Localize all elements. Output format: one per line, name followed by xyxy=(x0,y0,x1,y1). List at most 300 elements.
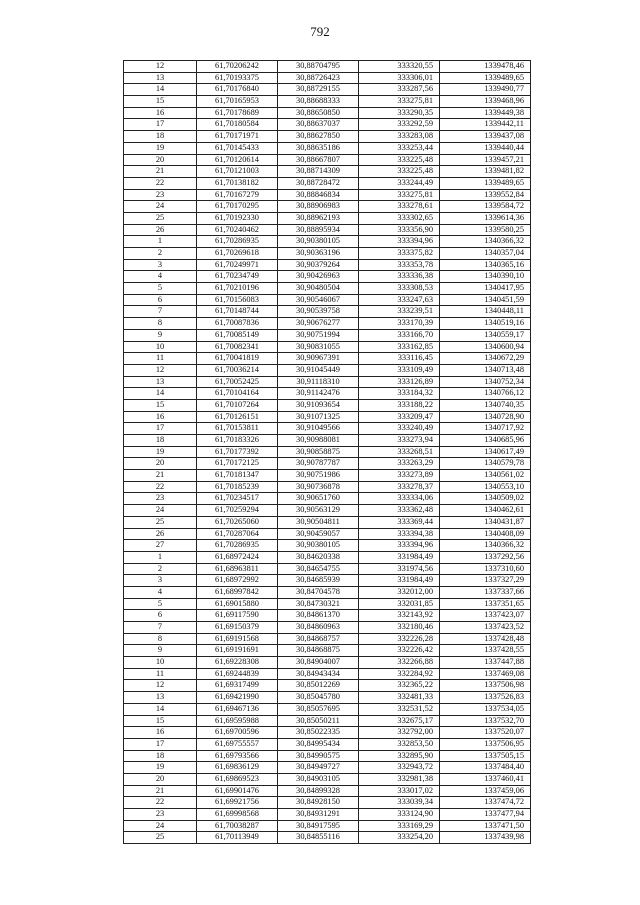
y-coordinate-cell: 1340672,29 xyxy=(440,353,531,365)
y-coordinate-cell: 1337520,07 xyxy=(440,727,531,739)
latitude-cell: 61,69191568 xyxy=(197,633,278,645)
coordinates-table-body xyxy=(124,61,531,844)
longitude-cell: 30,84868875 xyxy=(278,645,359,657)
y-coordinate-cell: 1340713,48 xyxy=(440,364,531,376)
table-row xyxy=(124,423,531,435)
x-coordinate-cell: 333275,81 xyxy=(359,189,440,201)
longitude-cell: 30,88704795 xyxy=(278,61,359,73)
table-row xyxy=(124,271,531,283)
latitude-cell: 61,70165953 xyxy=(197,96,278,108)
y-coordinate-cell: 1339490,77 xyxy=(440,84,531,96)
table-row xyxy=(124,399,531,411)
table-row xyxy=(124,575,531,587)
x-coordinate-cell: 333247,63 xyxy=(359,294,440,306)
table-row xyxy=(124,797,531,809)
y-coordinate-cell: 1339457,21 xyxy=(440,154,531,166)
y-coordinate-cell: 1337505,15 xyxy=(440,750,531,762)
table-row xyxy=(124,458,531,470)
latitude-cell: 61,70234517 xyxy=(197,493,278,505)
longitude-cell: 30,90480504 xyxy=(278,283,359,295)
y-coordinate-cell: 1340451,59 xyxy=(440,294,531,306)
point-number-cell: 17 xyxy=(124,423,197,435)
x-coordinate-cell: 333287,56 xyxy=(359,84,440,96)
y-coordinate-cell: 1337534,05 xyxy=(440,703,531,715)
x-coordinate-cell: 331974,56 xyxy=(359,563,440,575)
point-number-cell: 19 xyxy=(124,762,197,774)
x-coordinate-cell: 333273,94 xyxy=(359,435,440,447)
point-number-cell: 14 xyxy=(124,84,197,96)
y-coordinate-cell: 1340417,95 xyxy=(440,283,531,295)
table-row xyxy=(124,341,531,353)
latitude-cell: 61,69117590 xyxy=(197,610,278,622)
latitude-cell: 61,70138182 xyxy=(197,177,278,189)
longitude-cell: 30,90426963 xyxy=(278,271,359,283)
table-row xyxy=(124,142,531,154)
longitude-cell: 30,91045449 xyxy=(278,364,359,376)
latitude-cell: 61,68963811 xyxy=(197,563,278,575)
y-coordinate-cell: 1337423,52 xyxy=(440,622,531,634)
table-row xyxy=(124,411,531,423)
longitude-cell: 30,84943434 xyxy=(278,668,359,680)
x-coordinate-cell: 333306,01 xyxy=(359,72,440,84)
latitude-cell: 61,70185239 xyxy=(197,481,278,493)
table-row xyxy=(124,446,531,458)
x-coordinate-cell: 333209,47 xyxy=(359,411,440,423)
point-number-cell: 16 xyxy=(124,411,197,423)
table-row xyxy=(124,657,531,669)
y-coordinate-cell: 1340462,61 xyxy=(440,505,531,517)
longitude-cell: 30,90751994 xyxy=(278,329,359,341)
y-coordinate-cell: 1339584,72 xyxy=(440,201,531,213)
table-row xyxy=(124,598,531,610)
y-coordinate-cell: 1337506,95 xyxy=(440,738,531,750)
longitude-cell: 30,90563129 xyxy=(278,505,359,517)
y-coordinate-cell: 1337310,60 xyxy=(440,563,531,575)
x-coordinate-cell: 333334,06 xyxy=(359,493,440,505)
x-coordinate-cell: 333308,53 xyxy=(359,283,440,295)
y-coordinate-cell: 1337292,56 xyxy=(440,551,531,563)
latitude-cell: 61,70210196 xyxy=(197,283,278,295)
point-number-cell: 23 xyxy=(124,189,197,201)
latitude-cell: 61,70249971 xyxy=(197,259,278,271)
longitude-cell: 30,85057695 xyxy=(278,703,359,715)
point-number-cell: 20 xyxy=(124,154,197,166)
latitude-cell: 61,70181347 xyxy=(197,470,278,482)
table-row xyxy=(124,785,531,797)
point-number-cell: 21 xyxy=(124,470,197,482)
y-coordinate-cell: 1340365,16 xyxy=(440,259,531,271)
point-number-cell: 8 xyxy=(124,318,197,330)
latitude-cell: 61,69421990 xyxy=(197,692,278,704)
table-row xyxy=(124,680,531,692)
table-row xyxy=(124,329,531,341)
longitude-cell: 30,84928150 xyxy=(278,797,359,809)
y-coordinate-cell: 1337459,06 xyxy=(440,785,531,797)
x-coordinate-cell: 333362,48 xyxy=(359,505,440,517)
y-coordinate-cell: 1340717,92 xyxy=(440,423,531,435)
point-number-cell: 3 xyxy=(124,259,197,271)
x-coordinate-cell: 333356,90 xyxy=(359,224,440,236)
point-number-cell: 18 xyxy=(124,435,197,447)
longitude-cell: 30,88688333 xyxy=(278,96,359,108)
table-row xyxy=(124,259,531,271)
table-row xyxy=(124,201,531,213)
latitude-cell: 61,70286935 xyxy=(197,236,278,248)
latitude-cell: 61,70148744 xyxy=(197,306,278,318)
longitude-cell: 30,88728472 xyxy=(278,177,359,189)
x-coordinate-cell: 333170,39 xyxy=(359,318,440,330)
point-number-cell: 1 xyxy=(124,551,197,563)
x-coordinate-cell: 333353,78 xyxy=(359,259,440,271)
longitude-cell: 30,90858875 xyxy=(278,446,359,458)
x-coordinate-cell: 333254,20 xyxy=(359,832,440,844)
point-number-cell: 13 xyxy=(124,376,197,388)
latitude-cell: 61,68972424 xyxy=(197,551,278,563)
x-coordinate-cell: 333239,51 xyxy=(359,306,440,318)
x-coordinate-cell: 333290,35 xyxy=(359,107,440,119)
y-coordinate-cell: 1337532,70 xyxy=(440,715,531,727)
y-coordinate-cell: 1337484,40 xyxy=(440,762,531,774)
longitude-cell: 30,88962193 xyxy=(278,212,359,224)
point-number-cell: 25 xyxy=(124,212,197,224)
point-number-cell: 19 xyxy=(124,446,197,458)
point-number-cell: 6 xyxy=(124,610,197,622)
y-coordinate-cell: 1340366,32 xyxy=(440,540,531,552)
longitude-cell: 30,88906983 xyxy=(278,201,359,213)
x-coordinate-cell: 333184,32 xyxy=(359,388,440,400)
table-row xyxy=(124,72,531,84)
longitude-cell: 30,90967391 xyxy=(278,353,359,365)
point-number-cell: 7 xyxy=(124,622,197,634)
table-row xyxy=(124,364,531,376)
table-row xyxy=(124,528,531,540)
point-number-cell: 21 xyxy=(124,785,197,797)
table-row xyxy=(124,212,531,224)
latitude-cell: 61,69228308 xyxy=(197,657,278,669)
x-coordinate-cell: 333394,38 xyxy=(359,528,440,540)
table-row xyxy=(124,177,531,189)
point-number-cell: 18 xyxy=(124,131,197,143)
y-coordinate-cell: 1340408,09 xyxy=(440,528,531,540)
longitude-cell: 30,90459057 xyxy=(278,528,359,540)
longitude-cell: 30,84704578 xyxy=(278,586,359,598)
point-number-cell: 23 xyxy=(124,809,197,821)
point-number-cell: 15 xyxy=(124,399,197,411)
y-coordinate-cell: 1339442,11 xyxy=(440,119,531,131)
x-coordinate-cell: 332895,90 xyxy=(359,750,440,762)
latitude-cell: 61,70234749 xyxy=(197,271,278,283)
table-row xyxy=(124,820,531,832)
point-number-cell: 12 xyxy=(124,680,197,692)
y-coordinate-cell: 1340448,11 xyxy=(440,306,531,318)
x-coordinate-cell: 332365,22 xyxy=(359,680,440,692)
point-number-cell: 22 xyxy=(124,177,197,189)
latitude-cell: 61,70145433 xyxy=(197,142,278,154)
point-number-cell: 4 xyxy=(124,271,197,283)
longitude-cell: 30,85022335 xyxy=(278,727,359,739)
longitude-cell: 30,90539758 xyxy=(278,306,359,318)
point-number-cell: 16 xyxy=(124,727,197,739)
point-number-cell: 11 xyxy=(124,353,197,365)
table-row xyxy=(124,762,531,774)
table-row xyxy=(124,750,531,762)
table-row xyxy=(124,516,531,528)
point-number-cell: 24 xyxy=(124,820,197,832)
latitude-cell: 61,69700596 xyxy=(197,727,278,739)
point-number-cell: 27 xyxy=(124,540,197,552)
x-coordinate-cell: 332981,38 xyxy=(359,773,440,785)
table-row xyxy=(124,248,531,260)
latitude-cell: 61,70126151 xyxy=(197,411,278,423)
x-coordinate-cell: 332943,72 xyxy=(359,762,440,774)
y-coordinate-cell: 1337327,29 xyxy=(440,575,531,587)
latitude-cell: 61,68972992 xyxy=(197,575,278,587)
x-coordinate-cell: 333109,49 xyxy=(359,364,440,376)
x-coordinate-cell: 332031,85 xyxy=(359,598,440,610)
table-row xyxy=(124,294,531,306)
page-number: 792 xyxy=(310,24,330,39)
x-coordinate-cell: 332792,00 xyxy=(359,727,440,739)
y-coordinate-cell: 1339489,65 xyxy=(440,177,531,189)
point-number-cell: 22 xyxy=(124,797,197,809)
y-coordinate-cell: 1339481,82 xyxy=(440,166,531,178)
longitude-cell: 30,84685939 xyxy=(278,575,359,587)
table-row xyxy=(124,832,531,844)
y-coordinate-cell: 1340390,10 xyxy=(440,271,531,283)
point-number-cell: 11 xyxy=(124,668,197,680)
longitude-cell: 30,88846834 xyxy=(278,189,359,201)
point-number-cell: 16 xyxy=(124,107,197,119)
latitude-cell: 61,70172125 xyxy=(197,458,278,470)
x-coordinate-cell: 331984,49 xyxy=(359,551,440,563)
table-row xyxy=(124,236,531,248)
latitude-cell: 61,70178689 xyxy=(197,107,278,119)
table-row xyxy=(124,435,531,447)
table-row xyxy=(124,692,531,704)
longitude-cell: 30,90504811 xyxy=(278,516,359,528)
table-row xyxy=(124,224,531,236)
x-coordinate-cell: 331984,49 xyxy=(359,575,440,587)
longitude-cell: 30,91093654 xyxy=(278,399,359,411)
x-coordinate-cell: 332284,92 xyxy=(359,668,440,680)
point-number-cell: 5 xyxy=(124,283,197,295)
x-coordinate-cell: 332180,46 xyxy=(359,622,440,634)
point-number-cell: 4 xyxy=(124,586,197,598)
latitude-cell: 61,69793566 xyxy=(197,750,278,762)
x-coordinate-cell: 333225,48 xyxy=(359,166,440,178)
x-coordinate-cell: 333302,65 xyxy=(359,212,440,224)
table-row xyxy=(124,586,531,598)
point-number-cell: 9 xyxy=(124,645,197,657)
longitude-cell: 30,88667807 xyxy=(278,154,359,166)
longitude-cell: 30,88650850 xyxy=(278,107,359,119)
table-row xyxy=(124,540,531,552)
longitude-cell: 30,90380105 xyxy=(278,236,359,248)
latitude-cell: 61,70156083 xyxy=(197,294,278,306)
longitude-cell: 30,84931291 xyxy=(278,809,359,821)
longitude-cell: 30,88637037 xyxy=(278,119,359,131)
latitude-cell: 61,69869523 xyxy=(197,773,278,785)
latitude-cell: 61,69317499 xyxy=(197,680,278,692)
y-coordinate-cell: 1340553,10 xyxy=(440,481,531,493)
latitude-cell: 61,70170295 xyxy=(197,201,278,213)
table-row xyxy=(124,505,531,517)
x-coordinate-cell: 333244,49 xyxy=(359,177,440,189)
latitude-cell: 61,70259294 xyxy=(197,505,278,517)
y-coordinate-cell: 1337477,94 xyxy=(440,809,531,821)
y-coordinate-cell: 1340600,94 xyxy=(440,341,531,353)
table-row xyxy=(124,633,531,645)
y-coordinate-cell: 1339489,65 xyxy=(440,72,531,84)
table-row xyxy=(124,166,531,178)
point-number-cell: 21 xyxy=(124,166,197,178)
point-number-cell: 20 xyxy=(124,458,197,470)
y-coordinate-cell: 1340579,78 xyxy=(440,458,531,470)
y-coordinate-cell: 1340685,96 xyxy=(440,435,531,447)
y-coordinate-cell: 1340740,35 xyxy=(440,399,531,411)
latitude-cell: 61,69901476 xyxy=(197,785,278,797)
x-coordinate-cell: 332143,92 xyxy=(359,610,440,622)
latitude-cell: 61,70183326 xyxy=(197,435,278,447)
y-coordinate-cell: 1340519,16 xyxy=(440,318,531,330)
latitude-cell: 61,70171971 xyxy=(197,131,278,143)
longitude-cell: 30,90988081 xyxy=(278,435,359,447)
longitude-cell: 30,84861370 xyxy=(278,610,359,622)
y-coordinate-cell: 1337423,07 xyxy=(440,610,531,622)
longitude-cell: 30,90379264 xyxy=(278,259,359,271)
longitude-cell: 30,88627850 xyxy=(278,131,359,143)
x-coordinate-cell: 333188,22 xyxy=(359,399,440,411)
y-coordinate-cell: 1337428,55 xyxy=(440,645,531,657)
x-coordinate-cell: 333039,34 xyxy=(359,797,440,809)
point-number-cell: 8 xyxy=(124,633,197,645)
table-row xyxy=(124,353,531,365)
longitude-cell: 30,85045780 xyxy=(278,692,359,704)
latitude-cell: 61,70082341 xyxy=(197,341,278,353)
table-row xyxy=(124,131,531,143)
y-coordinate-cell: 1340617,49 xyxy=(440,446,531,458)
x-coordinate-cell: 332531,52 xyxy=(359,703,440,715)
point-number-cell: 18 xyxy=(124,750,197,762)
latitude-cell: 61,70265060 xyxy=(197,516,278,528)
longitude-cell: 30,90546067 xyxy=(278,294,359,306)
y-coordinate-cell: 1339449,38 xyxy=(440,107,531,119)
coordinates-table xyxy=(123,60,531,844)
table-row xyxy=(124,107,531,119)
latitude-cell: 61,69921756 xyxy=(197,797,278,809)
table-row xyxy=(124,470,531,482)
x-coordinate-cell: 332675,17 xyxy=(359,715,440,727)
latitude-cell: 61,70052425 xyxy=(197,376,278,388)
longitude-cell: 30,91071325 xyxy=(278,411,359,423)
latitude-cell: 61,70036214 xyxy=(197,364,278,376)
point-number-cell: 9 xyxy=(124,329,197,341)
longitude-cell: 30,88729155 xyxy=(278,84,359,96)
table-row xyxy=(124,376,531,388)
latitude-cell: 61,69595988 xyxy=(197,715,278,727)
point-number-cell: 1 xyxy=(124,236,197,248)
x-coordinate-cell: 333336,38 xyxy=(359,271,440,283)
y-coordinate-cell: 1339478,46 xyxy=(440,61,531,73)
y-coordinate-cell: 1337469,08 xyxy=(440,668,531,680)
point-number-cell: 17 xyxy=(124,119,197,131)
longitude-cell: 30,88895934 xyxy=(278,224,359,236)
y-coordinate-cell: 1337471,50 xyxy=(440,820,531,832)
latitude-cell: 61,70286935 xyxy=(197,540,278,552)
point-number-cell: 24 xyxy=(124,201,197,213)
x-coordinate-cell: 333124,90 xyxy=(359,809,440,821)
longitude-cell: 30,84903105 xyxy=(278,773,359,785)
table-row xyxy=(124,61,531,73)
longitude-cell: 30,91142476 xyxy=(278,388,359,400)
point-number-cell: 3 xyxy=(124,575,197,587)
point-number-cell: 25 xyxy=(124,832,197,844)
y-coordinate-cell: 1337526,83 xyxy=(440,692,531,704)
x-coordinate-cell: 333225,48 xyxy=(359,154,440,166)
latitude-cell: 61,70240462 xyxy=(197,224,278,236)
y-coordinate-cell: 1339580,25 xyxy=(440,224,531,236)
table-row xyxy=(124,715,531,727)
latitude-cell: 61,70177392 xyxy=(197,446,278,458)
table-row xyxy=(124,96,531,108)
x-coordinate-cell: 332481,33 xyxy=(359,692,440,704)
x-coordinate-cell: 333394,96 xyxy=(359,540,440,552)
latitude-cell: 61,70287064 xyxy=(197,528,278,540)
x-coordinate-cell: 333278,61 xyxy=(359,201,440,213)
longitude-cell: 30,84899328 xyxy=(278,785,359,797)
point-number-cell: 25 xyxy=(124,516,197,528)
latitude-cell: 61,69998568 xyxy=(197,809,278,821)
x-coordinate-cell: 333375,82 xyxy=(359,248,440,260)
y-coordinate-cell: 1340752,34 xyxy=(440,376,531,388)
x-coordinate-cell: 333017,02 xyxy=(359,785,440,797)
longitude-cell: 30,90380105 xyxy=(278,540,359,552)
x-coordinate-cell: 333126,89 xyxy=(359,376,440,388)
longitude-cell: 30,91118310 xyxy=(278,376,359,388)
longitude-cell: 30,84730321 xyxy=(278,598,359,610)
longitude-cell: 30,90831055 xyxy=(278,341,359,353)
y-coordinate-cell: 1339614,36 xyxy=(440,212,531,224)
x-coordinate-cell: 333268,51 xyxy=(359,446,440,458)
point-number-cell: 22 xyxy=(124,481,197,493)
y-coordinate-cell: 1339440,44 xyxy=(440,142,531,154)
latitude-cell: 61,70180584 xyxy=(197,119,278,131)
table-row xyxy=(124,610,531,622)
longitude-cell: 30,85050211 xyxy=(278,715,359,727)
point-number-cell: 15 xyxy=(124,96,197,108)
y-coordinate-cell: 1340431,87 xyxy=(440,516,531,528)
table-row xyxy=(124,773,531,785)
latitude-cell: 61,70121003 xyxy=(197,166,278,178)
point-number-cell: 13 xyxy=(124,692,197,704)
x-coordinate-cell: 332012,00 xyxy=(359,586,440,598)
latitude-cell: 61,70038287 xyxy=(197,820,278,832)
table-row xyxy=(124,668,531,680)
x-coordinate-cell: 333166,70 xyxy=(359,329,440,341)
point-number-cell: 20 xyxy=(124,773,197,785)
point-number-cell: 23 xyxy=(124,493,197,505)
table-row xyxy=(124,551,531,563)
point-number-cell: 12 xyxy=(124,61,197,73)
latitude-cell: 61,70087836 xyxy=(197,318,278,330)
y-coordinate-cell: 1337506,98 xyxy=(440,680,531,692)
table-row xyxy=(124,154,531,166)
x-coordinate-cell: 333275,81 xyxy=(359,96,440,108)
x-coordinate-cell: 332853,50 xyxy=(359,738,440,750)
x-coordinate-cell: 332226,28 xyxy=(359,633,440,645)
x-coordinate-cell: 333253,44 xyxy=(359,142,440,154)
x-coordinate-cell: 332226,42 xyxy=(359,645,440,657)
